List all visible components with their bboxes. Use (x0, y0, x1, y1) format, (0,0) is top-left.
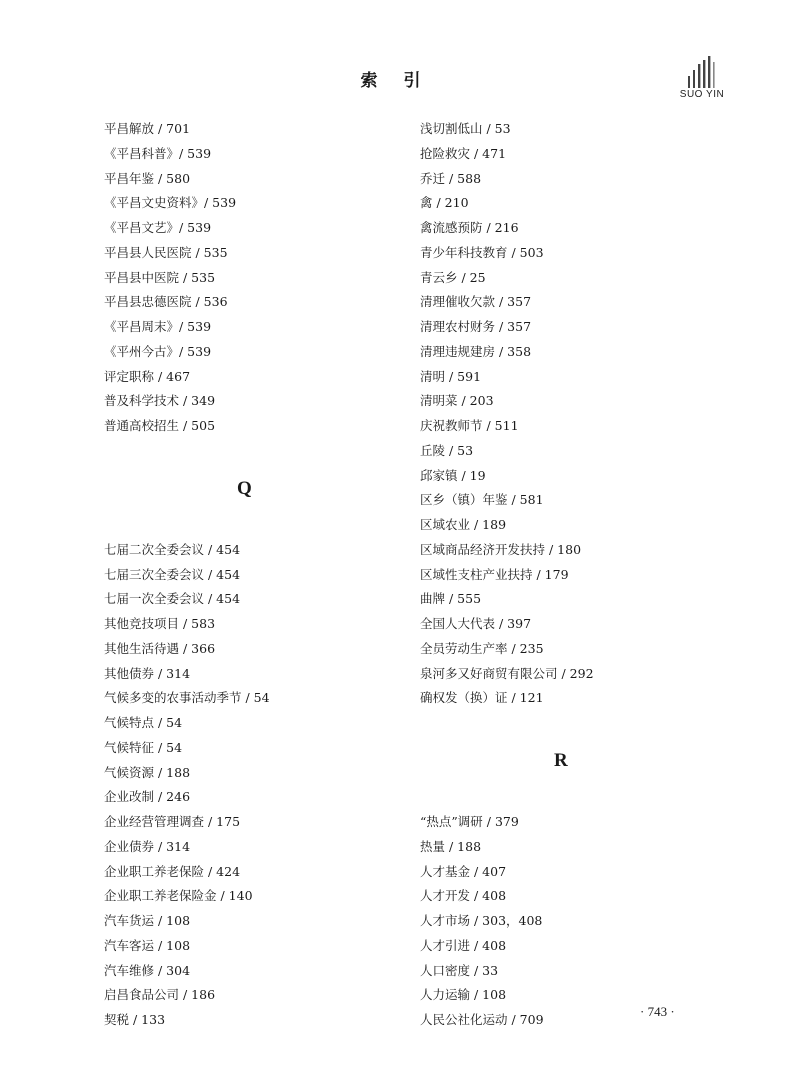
index-entry: 企业经营管理调查 / 175 (104, 814, 241, 829)
index-entry: 人才基金 / 407 (420, 863, 507, 879)
index-entry: 平昌县忠德医院 / 536 (104, 294, 228, 310)
index-entry: 平昌年鉴 / 580 (104, 170, 191, 186)
index-column-left (104, 117, 394, 1033)
index-entry: 热量 / 188 (420, 838, 482, 854)
section-letter: Q (237, 477, 252, 499)
index-entry: 《平昌文史资料》/ 539 (104, 195, 237, 211)
index-entry: 禽 / 210 (420, 195, 469, 211)
index-entry: 清明菜 / 203 (420, 393, 494, 409)
index-entry: 丘陵 / 53 (420, 442, 474, 458)
page-title: 索 引 (360, 71, 431, 91)
index-entry: 人口密度 / 33 (420, 962, 499, 978)
index-entry: 区域性支柱产业扶持 / 179 (420, 566, 569, 582)
index-entry: 区乡（镇）年鉴 / 581 (420, 492, 544, 508)
index-entry: 普通高校招生 / 505 (104, 418, 216, 433)
index-entry: 普及科学技术 / 349 (104, 393, 216, 409)
index-entry: 《平州今古》/ 539 (104, 343, 212, 359)
logo-text: SUO YIN (679, 89, 725, 100)
index-entry: 邱家镇 / 19 (420, 467, 486, 483)
bar-logo-icon (686, 56, 718, 88)
index-entry: 确权发（换）证 / 121 (420, 690, 544, 706)
index-entry: 企业职工养老保险金 / 140 (104, 888, 253, 904)
index-entry: 泉河多又好商贸有限公司 / 292 (420, 665, 594, 681)
index-entry: 气候特点 / 54 (104, 715, 183, 730)
index-entry: 清明 / 591 (420, 368, 482, 384)
index-entry: 人民公社化运动 / 709 (420, 1012, 544, 1027)
index-entry: “热点”调研 / 379 (420, 814, 519, 829)
index-entry: 企业债券 / 314 (104, 838, 191, 854)
index-entry: 全员劳动生产率 / 235 (420, 640, 544, 656)
index-entry: 乔迁 / 588 (420, 170, 482, 186)
index-entry: 浅切割低山 / 53 (420, 121, 511, 136)
index-entry: 《平昌科普》/ 539 (104, 145, 212, 161)
page-number: · 743 · (640, 1004, 675, 1019)
index-entry: 其他债券 / 314 (104, 665, 191, 681)
index-entry: 企业职工养老保险 / 424 (104, 863, 241, 879)
index-entry: 抢险救灾 / 471 (420, 145, 507, 161)
index-entry: 青云乡 / 25 (420, 269, 486, 285)
index-entry: 气候资源 / 188 (104, 764, 191, 780)
index-entry: 企业改制 / 246 (104, 789, 191, 805)
index-entry: 青少年科技教育 / 503 (420, 244, 544, 260)
index-entry: 人才引进 / 408 (420, 937, 507, 953)
index-entry: 《平昌文艺》/ 539 (104, 220, 212, 235)
index-entry: 七届二次全委会议 / 454 (104, 541, 241, 557)
index-entry: 区域农业 / 189 (420, 517, 507, 532)
index-entry: 气候特征 / 54 (104, 739, 183, 755)
index-entry: 平昌县中医院 / 535 (104, 269, 216, 285)
index-entry: 启昌食品公司 / 186 (104, 987, 216, 1003)
index-entry: 其他生活待遇 / 366 (104, 640, 216, 656)
index-entry: 平昌县人民医院 / 535 (104, 244, 228, 260)
index-entry: 汽车货运 / 108 (104, 913, 191, 928)
index-entry: 其他竞技项目 / 583 (104, 616, 216, 631)
index-entry: 汽车维修 / 304 (104, 962, 191, 978)
index-entry: 人才市场 / 303，408 (420, 913, 543, 928)
index-entry: 全国人大代表 / 397 (420, 616, 532, 631)
index-entry: 清理催收欠款 / 357 (420, 294, 532, 310)
section-letter: R (554, 750, 568, 771)
index-entry: 《平昌周末》/ 539 (104, 319, 212, 334)
index-column-right (420, 117, 710, 1033)
index-entry: 人力运输 / 108 (420, 987, 507, 1003)
index-entry: 清理违规建房 / 358 (420, 343, 532, 359)
index-entry: 七届一次全委会议 / 454 (104, 591, 241, 607)
index-entry: 气候多变的农事活动季节 / 54 (104, 690, 270, 706)
index-entry: 汽车客运 / 108 (104, 937, 191, 953)
index-entry: 契税 / 133 (104, 1012, 166, 1027)
index-entry: 清理农村财务 / 357 (420, 319, 532, 334)
index-entry: 曲牌 / 555 (420, 591, 482, 607)
index-entry: 七届三次全委会议 / 454 (104, 566, 241, 582)
index-entry: 评定职称 / 467 (104, 368, 191, 384)
index-entry: 禽流感预防 / 216 (420, 220, 519, 235)
index-entry: 区域商品经济开发扶持 / 180 (420, 541, 582, 557)
index-entry: 庆祝教师节 / 511 (420, 418, 519, 433)
index-entry: 平昌解放 / 701 (104, 121, 191, 136)
index-entry: 人才开发 / 408 (420, 888, 507, 904)
index-logo (672, 56, 732, 104)
